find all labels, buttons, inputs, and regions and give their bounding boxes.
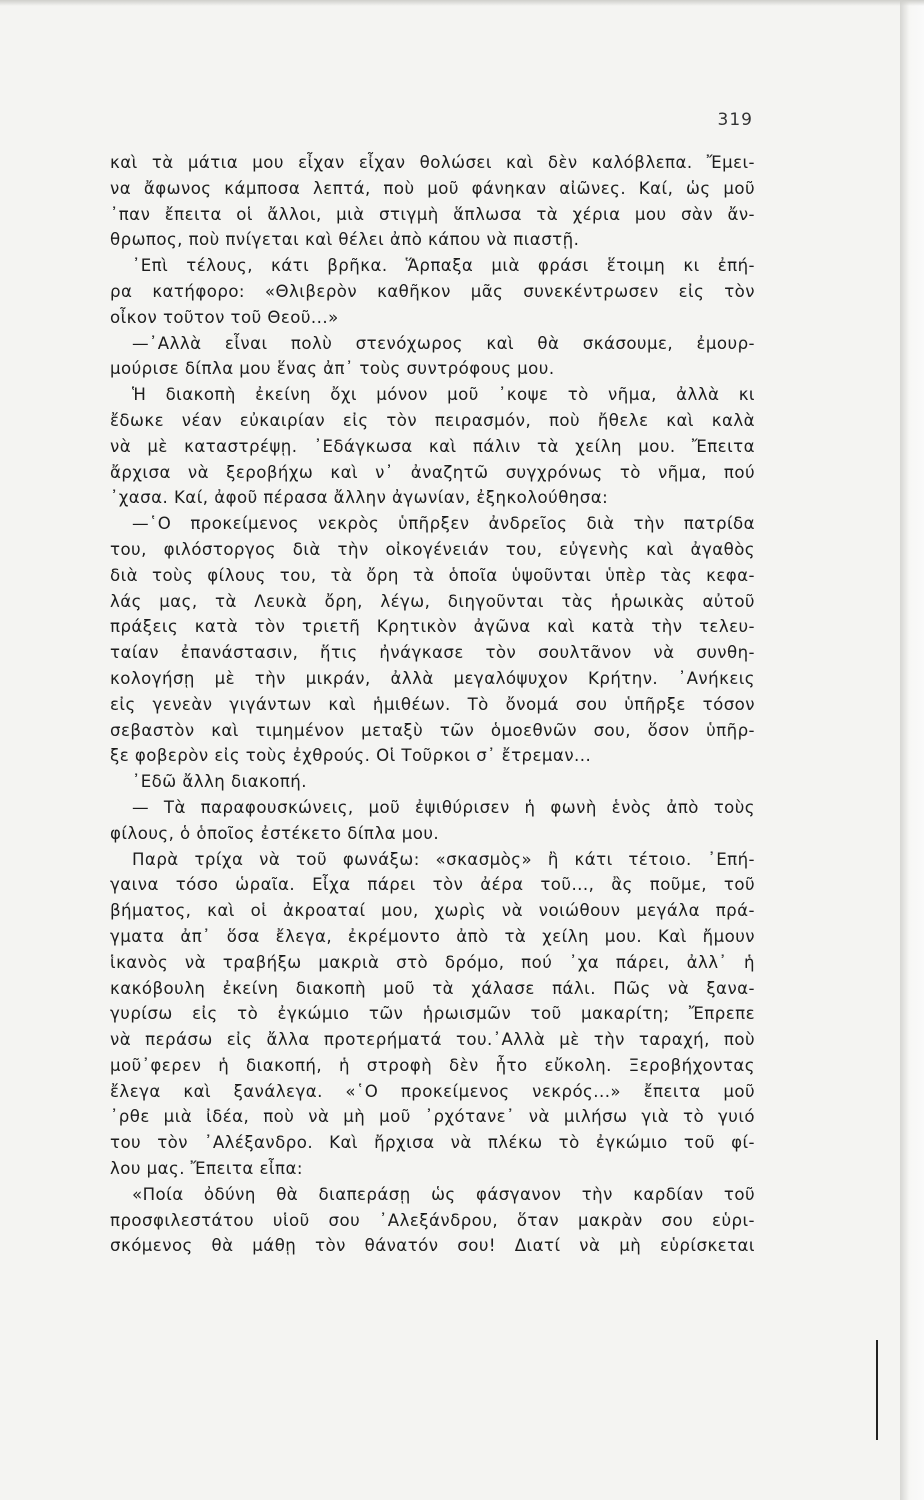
text-line: σκόμενος θὰ μάθῃ τὸν θάνατόν σου! Διατί νὰ μὴ εὑρίσκεται bbox=[110, 1236, 755, 1256]
text-line: ᾿ρθε μιὰ ἰδέα, ποὺ νὰ μὴ μοῦ ᾿ρχότανε᾿ νὰ μιλήσω γιὰ τὸ γυιό bbox=[110, 1107, 755, 1127]
text-line: οἶκον τοῦτον τοῦ Θεοῦ...» bbox=[110, 307, 339, 327]
margin-mark bbox=[876, 1340, 878, 1440]
text-line: ᾿Επὶ τέλους, κάτι βρῆκα. Ἅρπαξα μιὰ φράσι ἕτοιμη κι ἐπή- bbox=[132, 256, 755, 276]
text-line: γματα ἀπ᾿ ὅσα ἔλεγα, ἐκρέμοντο ἀπὸ τὰ χείλη μου. Καὶ ἤμουν bbox=[110, 926, 755, 946]
text-line: ᾿χασα. Καί, ἀφοῦ πέρασα ἄλλην ἀγωνίαν, ἐξηκολούθησα: bbox=[110, 488, 609, 508]
text-line: ἔλεγα καὶ ξανάλεγα. «῾Ο προκείμενος νεκρός...» ἔπειτα μοῦ bbox=[110, 1081, 755, 1101]
text-line: να ἄφωνος κάμποσα λεπτά, ποὺ μοῦ φάνηκαν αἰῶνες. Καί, ὡς μοῦ bbox=[110, 178, 755, 198]
text-line: βήματος, καὶ οἱ ἀκροαταί μου, χωρὶς νὰ νοιώθουν μεγάλα πρά- bbox=[110, 901, 755, 921]
text-line: σεβαστὸν καὶ τιμημένον μεταξὺ τῶν ὁμοεθνῶν σου, ὅσον ὑπῆρ- bbox=[110, 720, 755, 740]
text-line: του, φιλόστοργος διὰ τὴν οἰκογένειάν του, εὐγενὴς καὶ ἀγαθὸς bbox=[110, 539, 755, 559]
text-line: κολογήσῃ μὲ τὴν μικράν, ἀλλὰ μεγαλόψυχον Κρήτην. ᾿Ανήκεις bbox=[110, 668, 755, 688]
text-line: νὰ μὲ καταστρέψῃ. ᾿Εδάγκωσα καὶ πάλιν τὰ χείλη μου. Ἔπειτα bbox=[110, 436, 755, 456]
text-line: Ἡ διακοπὴ ἐκείνη ὄχι μόνον μοῦ ᾿κοψε τὸ νῆμα, ἀλλὰ κι bbox=[132, 385, 755, 405]
text-line: ταίαν ἐπανάστασιν, ἥτις ἠνάγκασε τὸν σουλτᾶνον νὰ συνθη- bbox=[110, 643, 755, 663]
text-line: γυρίσω εἰς τὸ ἐγκώμιο τῶν ἡρωισμῶν τοῦ μακαρίτη; Ἔπρεπε bbox=[110, 1004, 755, 1024]
text-line: —῾Ο προκείμενος νεκρὸς ὑπῆρξεν ἀνδρεῖος διὰ τὴν πατρίδα bbox=[132, 514, 755, 534]
text-line: γαινα τόσο ὡραῖα. Εἶχα πάρει τὸν ἀέρα τοῦ..., ἂς ποῦμε, τοῦ bbox=[110, 875, 755, 895]
text-line: λάς μας, τὰ Λευκὰ ὄρη, λέγω, διηγοῦνται τὰς ἡρωικὰς αὐτοῦ bbox=[110, 591, 755, 611]
text-line: ᾿παν ἔπειτα οἱ ἄλλοι, μιὰ στιγμὴ ἅπλωσα τὰ χέρια μου σὰν ἄν- bbox=[110, 204, 755, 224]
text-line: θρωπος, ποὺ πνίγεται καὶ θέλει ἀπὸ κάπου νὰ πιαστῇ. bbox=[110, 230, 580, 250]
top-edge-shadow bbox=[0, 0, 924, 6]
text-line: καὶ τὰ μάτια μου εἶχαν εἶχαν θολώσει καὶ δὲν καλόβλεπα. Ἔμει- bbox=[110, 153, 755, 172]
text-line: νὰ περάσω εἰς ἄλλα προτερήματά του.᾿Αλλὰ μὲ τὴν ταραχή, ποὺ bbox=[110, 1030, 755, 1050]
text-line: — Τὰ παραφουσκώνεις, μοῦ ἐψιθύρισεν ἡ φωνὴ ἑνὸς ἀπὸ τοὺς bbox=[132, 797, 755, 817]
text-line: Παρὰ τρίχα νὰ τοῦ φωνάξω: «σκασμὸς» ἢ κάτι τέτοιο. ᾿Επή- bbox=[132, 849, 755, 869]
text-line: «Ποία ὀδύνη θὰ διαπεράσῃ ὡς φάσγανον τὴν καρδίαν τοῦ bbox=[132, 1184, 755, 1204]
text-line: ἱκανὸς νὰ τραβήξω μακριὰ στὸ δρόμο, πού ᾿χα πάρει, ἀλλ᾿ ἡ bbox=[110, 952, 755, 972]
text-line: ἔδωκε νέαν εὐκαιρίαν εἰς τὸν πειρασμόν, ποὺ ἤθελε καὶ καλὰ bbox=[110, 410, 755, 430]
page-number: 319 bbox=[717, 110, 753, 130]
text-line: πράξεις κατὰ τὸν τριετῆ Κρητικὸν ἀγῶνα καὶ κατὰ τὴν τελευ- bbox=[110, 617, 755, 637]
text-line: ᾿Εδῶ ἄλλη διακοπή. bbox=[132, 772, 307, 792]
page-edge-shadow bbox=[900, 0, 924, 1500]
text-line: λου μας. Ἔπειτα εἶπα: bbox=[110, 1159, 303, 1179]
text-line: προσφιλεστάτου υἱοῦ σου ᾿Αλεξάνδρου, ὅταν μακρὰν σου εὑρι- bbox=[110, 1210, 755, 1230]
text-line: εἰς γενεὰν γιγάντων καὶ ἡμιθέων. Τὸ ὄνομά σου ὑπῆρξε τόσον bbox=[110, 694, 755, 714]
text-line: του τὸν ᾿Αλέξανδρο. Καὶ ἤρχισα νὰ πλέκω τὸ ἐγκώμιο τοῦ φί- bbox=[110, 1133, 755, 1153]
text-line: μούρισε δίπλα μου ἕνας ἀπ᾿ τοὺς συντρόφους μου. bbox=[110, 359, 555, 379]
body-text bbox=[110, 150, 755, 1259]
text-line: μοῦ᾿φερεν ἡ διακοπή, ἡ στροφὴ δὲν ἦτο εὔκολη. Ξεροβήχοντας bbox=[110, 1055, 755, 1075]
text-line: ἄρχισα νὰ ξεροβήχω καὶ ν᾿ ἀναζητῶ συγχρόνως τὸ νῆμα, πού bbox=[110, 462, 755, 482]
text-line: κακόβουλη ἐκείνη διακοπὴ μοῦ τὰ χάλασε πάλι. Πῶς νὰ ξανα- bbox=[110, 978, 755, 998]
text-line: ξε φοβερὸν εἰς τοὺς ἐχθρούς. Οἱ Τοῦρκοι σ᾿ ἔτρεμαν... bbox=[110, 746, 592, 766]
text-line: ρα κατήφορο: «Θλιβερὸν καθῆκον μᾶς συνεκέντρωσεν εἰς τὸν bbox=[110, 281, 755, 301]
text-line: φίλους, ὁ ὁποῖος ἐστέκετο δίπλα μου. bbox=[110, 823, 440, 843]
text-line: —᾿Αλλὰ εἶναι πολὺ στενόχωρος καὶ θὰ σκάσουμε, ἐμουρ- bbox=[132, 333, 755, 353]
text-line: διὰ τοὺς φίλους του, τὰ ὄρη τὰ ὁποῖα ὑψοῦνται ὑπὲρ τὰς κεφα- bbox=[110, 565, 755, 585]
